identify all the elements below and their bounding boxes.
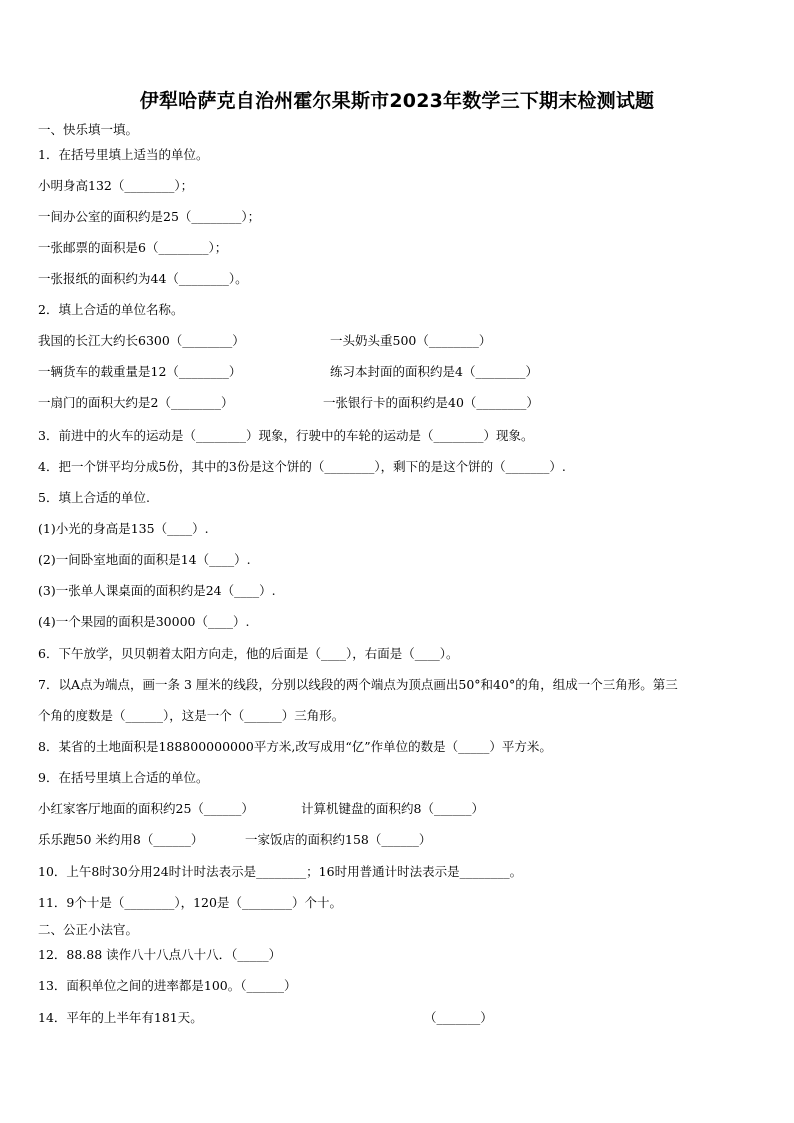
- section-heading-2: 二、公正小法官。: [38, 922, 139, 937]
- question-2-item: 一张银行卡的面积约是40（________）: [323, 395, 539, 410]
- section-heading-1: 一、快乐填一填。: [38, 122, 139, 137]
- question-9-item: 一家饭店的面积约158（______）: [245, 832, 432, 847]
- question-9-item: 乐乐跑50 米约用8（______）: [38, 832, 204, 847]
- question-2-item: 我国的长江大约长6300（________）: [38, 333, 245, 348]
- question-7: 7．以A点为端点，画一条 3 厘米的线段，分别以线段的两个端点为顶点画出50°和40°的角，组成一个三角形。第三: [38, 677, 678, 692]
- question-14: 14．平年的上半年有181天。: [38, 1010, 203, 1025]
- question-9: 9．在括号里填上合适的单位。: [38, 770, 209, 785]
- question-6: 6．下午放学，贝贝朝着太阳方向走，他的后面是（____），右面是（____）。: [38, 646, 459, 661]
- question-7-cont: 个角的度数是（______），这是一个（______）三角形。: [38, 708, 345, 723]
- question-4: 4．把一个饼平均分成5份，其中的3份是这个饼的（________），剩下的是这个饼的（_______）.: [38, 459, 566, 474]
- question-2: 2．填上合适的单位名称。: [38, 302, 184, 317]
- question-11: 11．9个十是（________），120是（________）个十。: [38, 895, 342, 910]
- question-5: 5．填上合适的单位.: [38, 490, 150, 505]
- question-5-item: (3)一张单人课桌面的面积约是24（____）.: [38, 583, 276, 598]
- question-10: 10．上午8时30分用24时计时法表示是________；16时用普通计时法表示是________。: [38, 864, 523, 879]
- question-3: 3．前进中的火车的运动是（________）现象，行驶中的车轮的运动是（________）现象。: [38, 428, 534, 443]
- question-2-item: 练习本封面的面积约是4（________）: [330, 364, 538, 379]
- question-1-item: 一张报纸的面积约为44（________）。: [38, 271, 248, 286]
- question-1-item: 一间办公室的面积约是25（________）；: [38, 209, 261, 224]
- question-8: 8．某省的土地面积是188800000000平方米,改写成用“亿”作单位的数是（_____）平方米。: [38, 739, 552, 754]
- question-1: 1．在括号里填上适当的单位。: [38, 147, 209, 162]
- question-13: 13．面积单位之间的进率都是100。（______）: [38, 978, 297, 993]
- question-14-answer: （_______）: [424, 1010, 493, 1025]
- question-12: 12．88.88 读作八十八点八十八．（_____）: [38, 947, 282, 962]
- question-1-item: 一张邮票的面积是6（________）；: [38, 240, 228, 255]
- question-9-item: 小红家客厅地面的面积约25（______）: [38, 801, 254, 816]
- question-9-item: 计算机键盘的面积约8（______）: [301, 801, 484, 816]
- question-5-item: (1)小光的身高是135（____）.: [38, 521, 209, 536]
- question-5-item: (2)一间卧室地面的面积是14（____）.: [38, 552, 251, 567]
- question-2-item: 一头奶头重500（________）: [330, 333, 492, 348]
- question-5-item: (4)一个果园的面积是30000（____）.: [38, 614, 250, 629]
- question-1-item: 小明身高132（________）；: [38, 178, 194, 193]
- question-2-item: 一辆货车的载重量是12（________）: [38, 364, 242, 379]
- question-2-item: 一扇门的面积大约是2（________）: [38, 395, 234, 410]
- page-title: 伊犁哈萨克自治州霍尔果斯市2023年数学三下期末检测试题: [139, 90, 655, 112]
